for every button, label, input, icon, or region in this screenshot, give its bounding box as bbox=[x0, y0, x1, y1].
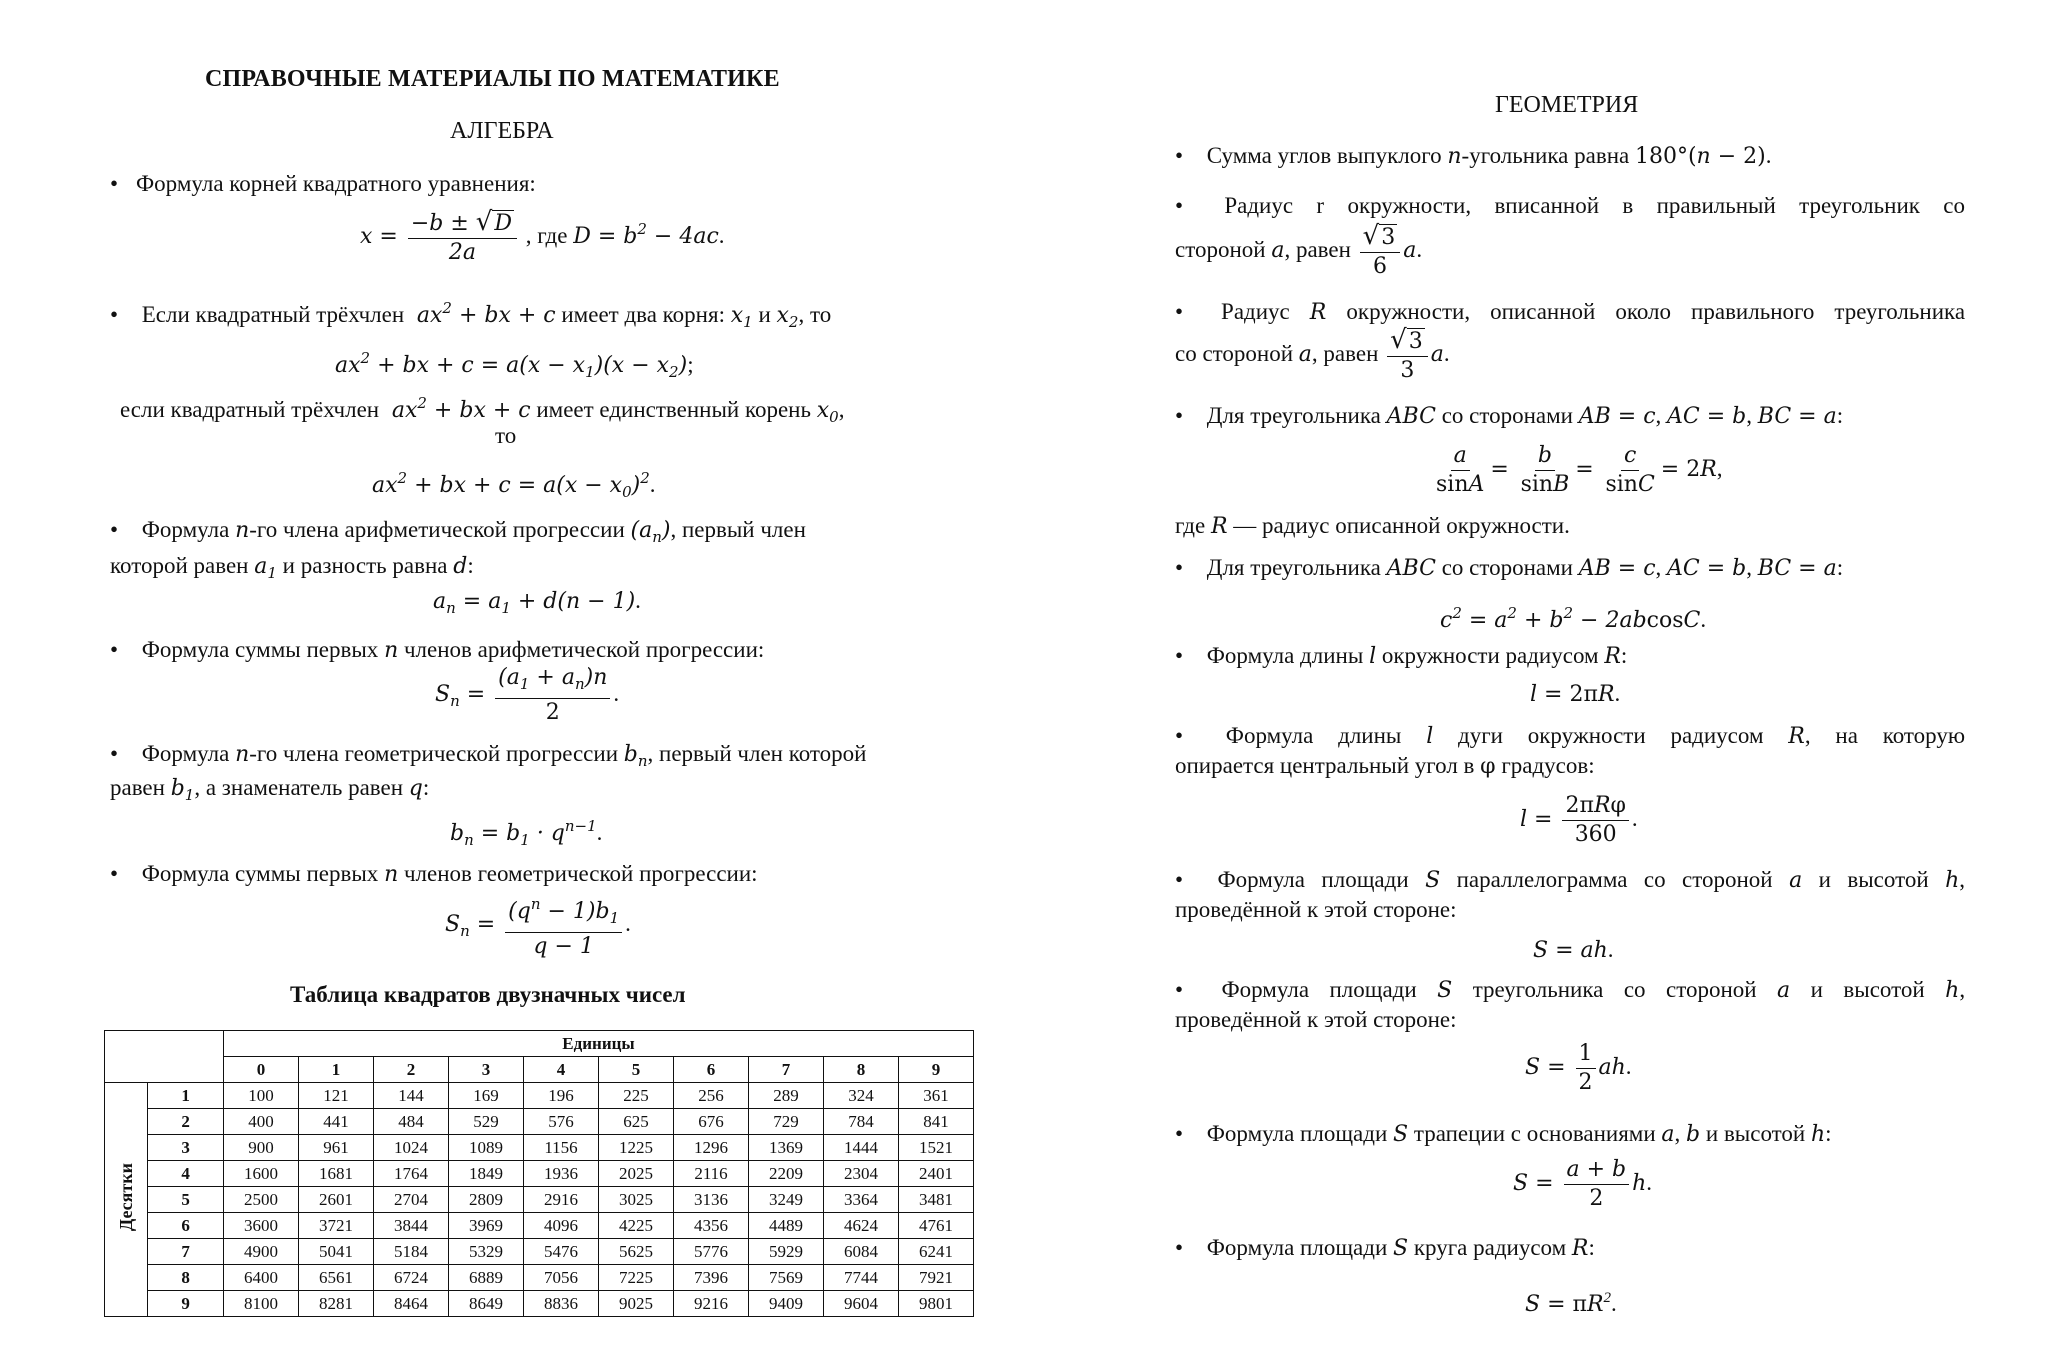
circle-area-text: • Формула площади S круга радиусом R: bbox=[1175, 1232, 1595, 1265]
square-cell: 4900 bbox=[224, 1239, 299, 1265]
square-cell: 3600 bbox=[224, 1213, 299, 1239]
square-cell: 7396 bbox=[674, 1265, 749, 1291]
square-cell: 2209 bbox=[749, 1161, 824, 1187]
square-cell: 3136 bbox=[674, 1187, 749, 1213]
tens-header-cell: 8 bbox=[148, 1265, 224, 1291]
factorization-single-root: $ax^2$ + bx + $c = a(x - x_0)^2$. bbox=[372, 469, 656, 501]
table-row bbox=[105, 1265, 974, 1291]
square-cell: 1369 bbox=[749, 1135, 824, 1161]
square-cell: 5776 bbox=[674, 1239, 749, 1265]
square-cell: 1849 bbox=[449, 1161, 524, 1187]
circum-radius-text-2: со стороной a, равен $\frac{√3}{3}$ a. bbox=[1175, 325, 1450, 383]
square-cell: 529 bbox=[449, 1109, 524, 1135]
square-cell: 5041 bbox=[299, 1239, 374, 1265]
trapezoid-area-text: • Формула площади S трапеции с основаниями a, b и высотой h: bbox=[1175, 1118, 1832, 1151]
factorization-two-roots: $ax^2$ + bx + $c = a(x - x_1)(x - x_2)$; bbox=[335, 349, 694, 381]
arc-length-text: • Формула длины l дуги окружности радиусом R, на которую bbox=[1175, 720, 1965, 753]
square-cell: 3025 bbox=[599, 1187, 674, 1213]
trapezoid-area-formula: S = $\frac{a + b}{2}$ h. bbox=[1513, 1157, 1653, 1211]
square-cell: 7921 bbox=[899, 1265, 974, 1291]
table-row bbox=[105, 1291, 974, 1317]
parallelogram-area-text-2: проведённой к этой стороне: bbox=[1175, 897, 1457, 922]
square-cell: 729 bbox=[749, 1109, 824, 1135]
circle-length-formula: l = 2πR. bbox=[1530, 681, 1621, 707]
square-cell: 6561 bbox=[299, 1265, 374, 1291]
squares-table-wrap bbox=[104, 1030, 974, 1317]
square-cell: 1225 bbox=[599, 1135, 674, 1161]
square-cell: 6889 bbox=[449, 1265, 524, 1291]
unit-header-cell: 4 bbox=[524, 1057, 599, 1083]
square-cell: 4225 bbox=[599, 1213, 674, 1239]
trinomial-single-root-text: если квадратный трёхчлен $ax^2$ + bx + c имеет единственный корень $x_0$, bbox=[120, 394, 845, 426]
trinomial-two-roots-text: • Если квадратный трёхчлен $ax^2$ + bx + c имеет два корня: $x_1$ и $x_2$, то bbox=[110, 292, 831, 338]
tens-header-cell: 7 bbox=[148, 1239, 224, 1265]
square-cell: 225 bbox=[599, 1083, 674, 1109]
square-cell: 5625 bbox=[599, 1239, 674, 1265]
square-cell: 8649 bbox=[449, 1291, 524, 1317]
square-cell: 1296 bbox=[674, 1135, 749, 1161]
square-cell: 9409 bbox=[749, 1291, 824, 1317]
unit-header-cell: 1 bbox=[299, 1057, 374, 1083]
square-cell: 400 bbox=[224, 1109, 299, 1135]
square-cell: 841 bbox=[899, 1109, 974, 1135]
parallelogram-area-text: • Формула площади S параллелограмма со стороной a и высотой h, bbox=[1175, 864, 1965, 897]
square-cell: 6241 bbox=[899, 1239, 974, 1265]
square-cell: 2809 bbox=[449, 1187, 524, 1213]
square-cell: 2304 bbox=[824, 1161, 899, 1187]
square-cell: 2500 bbox=[224, 1187, 299, 1213]
geometry-heading: ГЕОМЕТРИЯ bbox=[1495, 92, 1639, 118]
square-cell: 289 bbox=[749, 1083, 824, 1109]
square-cell: 9604 bbox=[824, 1291, 899, 1317]
cosine-law-text: • Для треугольника ABC со сторонами AB = c, AC = b, BC = a: bbox=[1175, 552, 1843, 585]
square-cell: 4761 bbox=[899, 1213, 974, 1239]
square-cell: 5929 bbox=[749, 1239, 824, 1265]
square-cell: 2601 bbox=[299, 1187, 374, 1213]
table-row bbox=[105, 1109, 974, 1135]
square-cell: 9025 bbox=[599, 1291, 674, 1317]
square-cell: 1156 bbox=[524, 1135, 599, 1161]
tens-header-cell: 4 bbox=[148, 1161, 224, 1187]
square-cell: 324 bbox=[824, 1083, 899, 1109]
angles-sum-text: • Сумма углов выпуклого n-угольника равна 180°(n − 2). bbox=[1175, 140, 1771, 173]
squares-table-title: Таблица квадратов двузначных чисел bbox=[290, 982, 686, 1007]
square-cell: 625 bbox=[599, 1109, 674, 1135]
square-cell: 100 bbox=[224, 1083, 299, 1109]
geom-sum-formula: $S_n$ = $\frac{(q^n - 1)b_1}{q - 1}$ . bbox=[445, 890, 631, 961]
square-cell: 3721 bbox=[299, 1213, 374, 1239]
square-cell: 9216 bbox=[674, 1291, 749, 1317]
table-row bbox=[105, 1161, 974, 1187]
inscribed-radius-text-2: стороной a, равен $\frac{√3}{6}$ a. bbox=[1175, 221, 1423, 279]
unit-header-cell: 9 bbox=[899, 1057, 974, 1083]
circle-length-text: • Формула длины l окружности радиусом R: bbox=[1175, 640, 1627, 673]
square-cell: 361 bbox=[899, 1083, 974, 1109]
square-cell: 5184 bbox=[374, 1239, 449, 1265]
tens-label: Десятки bbox=[115, 1162, 136, 1232]
arith-nth-text-2: которой равен $a_1$ и разность равна d: bbox=[110, 553, 474, 582]
tens-header-cell: 9 bbox=[148, 1291, 224, 1317]
square-cell: 3481 bbox=[899, 1187, 974, 1213]
square-cell: 7225 bbox=[599, 1265, 674, 1291]
square-cell: 1024 bbox=[374, 1135, 449, 1161]
geom-sum-text: • Формула суммы первых n членов геометрической прогрессии: bbox=[110, 858, 758, 891]
square-cell: 900 bbox=[224, 1135, 299, 1161]
unit-header-cell: 8 bbox=[824, 1057, 899, 1083]
square-cell: 1444 bbox=[824, 1135, 899, 1161]
quad-roots-formula: x = $\frac{-b \pm √D}{2a}$ , где $D = b^2 - 4ac$. bbox=[360, 207, 725, 265]
square-cell: 3844 bbox=[374, 1213, 449, 1239]
tens-label-cell bbox=[105, 1083, 148, 1317]
table-row bbox=[105, 1083, 974, 1109]
unit-header-cell: 2 bbox=[374, 1057, 449, 1083]
arith-sum-text: • Формула суммы первых n членов арифметической прогрессии: bbox=[110, 634, 764, 667]
units-header: Единицы bbox=[224, 1031, 974, 1057]
square-cell: 1089 bbox=[449, 1135, 524, 1161]
tens-header-cell: 3 bbox=[148, 1135, 224, 1161]
square-cell: 9801 bbox=[899, 1291, 974, 1317]
tens-header-cell: 1 bbox=[148, 1083, 224, 1109]
tens-header-cell: 6 bbox=[148, 1213, 224, 1239]
square-cell: 3969 bbox=[449, 1213, 524, 1239]
square-cell: 7569 bbox=[749, 1265, 824, 1291]
cosine-law-formula: $c^2 = a^2 + b^2 - 2abcosC$. bbox=[1440, 604, 1707, 633]
square-cell: 2116 bbox=[674, 1161, 749, 1187]
algebra-heading: АЛГЕБРА bbox=[450, 118, 554, 144]
squares-table bbox=[104, 1030, 974, 1317]
unit-header-cell: 0 bbox=[224, 1057, 299, 1083]
square-cell: 3364 bbox=[824, 1187, 899, 1213]
square-cell: 8464 bbox=[374, 1291, 449, 1317]
sine-law-formula: $\frac{a}{\sin A}$ = $\frac{b}{\sin B}$ = $\frac{c}{\sin C}$ = 2R, bbox=[1436, 443, 1723, 497]
sine-law-where: где R — радиус описанной окружности. bbox=[1175, 513, 1570, 539]
square-cell: 2401 bbox=[899, 1161, 974, 1187]
square-cell: 1764 bbox=[374, 1161, 449, 1187]
sine-law-text: • Для треугольника ABC со сторонами AB = c, AC = b, BC = a: bbox=[1175, 400, 1843, 433]
square-cell: 7056 bbox=[524, 1265, 599, 1291]
square-cell: 676 bbox=[674, 1109, 749, 1135]
square-cell: 3249 bbox=[749, 1187, 824, 1213]
table-row bbox=[105, 1135, 974, 1161]
unit-header-cell: 6 bbox=[674, 1057, 749, 1083]
square-cell: 8281 bbox=[299, 1291, 374, 1317]
geom-nth-formula: $b_n = b_1 \cdot q^{n-1}$. bbox=[450, 817, 603, 849]
square-cell: 144 bbox=[374, 1083, 449, 1109]
square-cell: 4096 bbox=[524, 1213, 599, 1239]
tens-header-cell: 5 bbox=[148, 1187, 224, 1213]
table-row bbox=[105, 1213, 974, 1239]
square-cell: 169 bbox=[449, 1083, 524, 1109]
square-cell: 1681 bbox=[299, 1161, 374, 1187]
table-row bbox=[105, 1187, 974, 1213]
square-cell: 5476 bbox=[524, 1239, 599, 1265]
arith-sum-formula: $S_n$ = $\frac{(a_1 + a_n)n}{2}$ . bbox=[435, 665, 620, 725]
inscribed-radius-text: • Радиус r окружности, вписанной в правильный треугольник со bbox=[1175, 190, 1965, 222]
arith-nth-text: • Формула n-го члена арифметической прогрессии $(a_n)$, первый член bbox=[110, 514, 806, 553]
square-cell: 784 bbox=[824, 1109, 899, 1135]
square-cell: 4356 bbox=[674, 1213, 749, 1239]
arith-nth-formula: $a_n = a_1 + d(n - 1)$. bbox=[433, 588, 641, 617]
square-cell: 576 bbox=[524, 1109, 599, 1135]
square-cell: 196 bbox=[524, 1083, 599, 1109]
geom-nth-text-2: равен $b_1$, а знаменатель равен q: bbox=[110, 775, 430, 804]
table-row bbox=[105, 1239, 974, 1265]
triangle-area-formula: S = $\frac{1}{2}$ ah. bbox=[1525, 1041, 1632, 1095]
unit-header-cell: 5 bbox=[599, 1057, 674, 1083]
square-cell: 4489 bbox=[749, 1213, 824, 1239]
units-row bbox=[105, 1057, 974, 1083]
square-cell: 1521 bbox=[899, 1135, 974, 1161]
unit-header-cell: 3 bbox=[449, 1057, 524, 1083]
parallelogram-area-formula: S = ah. bbox=[1533, 937, 1614, 963]
square-cell: 1936 bbox=[524, 1161, 599, 1187]
document-title: СПРАВОЧНЫЕ МАТЕРИАЛЫ ПО МАТЕМАТИКЕ bbox=[205, 66, 780, 92]
square-cell: 121 bbox=[299, 1083, 374, 1109]
quad-roots-text: • Формула корней квадратного уравнения: bbox=[110, 168, 536, 200]
then-text: то bbox=[495, 423, 517, 448]
square-cell: 441 bbox=[299, 1109, 374, 1135]
square-cell: 8100 bbox=[224, 1291, 299, 1317]
square-cell: 256 bbox=[674, 1083, 749, 1109]
square-cell: 6400 bbox=[224, 1265, 299, 1291]
square-cell: 2916 bbox=[524, 1187, 599, 1213]
square-cell: 8836 bbox=[524, 1291, 599, 1317]
square-cell: 6724 bbox=[374, 1265, 449, 1291]
square-cell: 2025 bbox=[599, 1161, 674, 1187]
square-cell: 1600 bbox=[224, 1161, 299, 1187]
square-cell: 484 bbox=[374, 1109, 449, 1135]
geom-nth-text: • Формула n-го члена геометрической прогрессии $b_n$, первый член которой bbox=[110, 738, 867, 777]
triangle-area-text-2: проведённой к этой стороне: bbox=[1175, 1007, 1457, 1032]
square-cell: 7744 bbox=[824, 1265, 899, 1291]
arc-length-formula: l = $\frac{\text{2πRφ}}{360}$ . bbox=[1520, 793, 1638, 847]
square-cell: 2704 bbox=[374, 1187, 449, 1213]
tens-header-cell: 2 bbox=[148, 1109, 224, 1135]
table-corner bbox=[105, 1031, 224, 1083]
arc-length-text-2: опирается центральный угол в φ градусов: bbox=[1175, 753, 1595, 779]
triangle-area-text: • Формула площади S треугольника со стороной a и высотой h, bbox=[1175, 974, 1965, 1007]
unit-header-cell: 7 bbox=[749, 1057, 824, 1083]
square-cell: 961 bbox=[299, 1135, 374, 1161]
circum-radius-text: • Радиус R окружности, описанной около правильного треугольника bbox=[1175, 296, 1965, 329]
square-cell: 6084 bbox=[824, 1239, 899, 1265]
square-cell: 4624 bbox=[824, 1213, 899, 1239]
square-cell: 5329 bbox=[449, 1239, 524, 1265]
circle-area-formula: $S = \pi R^2$. bbox=[1525, 1290, 1617, 1317]
